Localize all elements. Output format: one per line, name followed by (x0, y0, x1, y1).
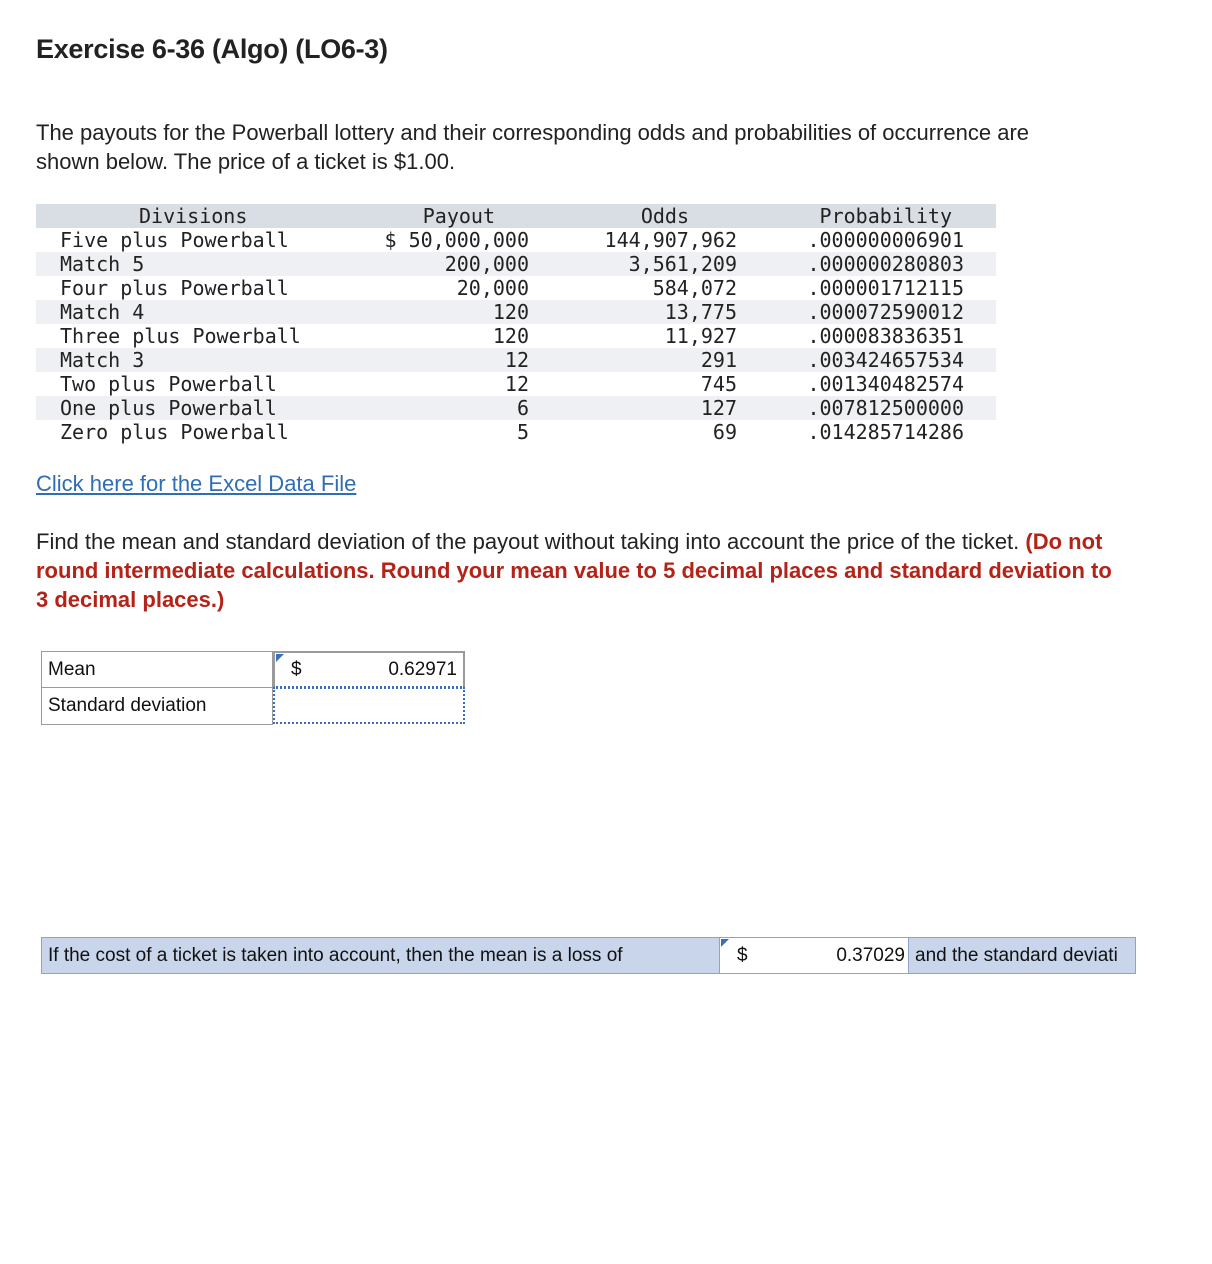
probability-cell: .000083836351 (807, 324, 964, 348)
table-row (36, 420, 996, 444)
ticket-currency: $ (737, 945, 748, 966)
powerball-table (36, 204, 996, 444)
division-cell: Match 4 (60, 300, 145, 324)
payout-cell: 200,000 (444, 252, 529, 276)
odds-cell: 13,775 (664, 300, 737, 324)
mean-currency: $ (291, 659, 302, 680)
division-cell: Four plus Powerball (60, 276, 289, 300)
division-cell: Five plus Powerball (60, 228, 289, 252)
payout-cell: 20,000 (456, 276, 529, 300)
probability-cell: .003424657534 (807, 348, 964, 372)
odds-cell: 144,907,962 (604, 228, 737, 252)
sd-label: Standard deviation (41, 688, 273, 725)
division-cell: One plus Powerball (60, 396, 277, 420)
probability-cell: .001340482574 (807, 372, 964, 396)
odds-cell: 745 (700, 372, 737, 396)
ticket-lead-text: If the cost of a ticket is taken into account, then the mean is a loss of (48, 945, 623, 966)
division-cell: Match 3 (60, 348, 145, 372)
excel-data-link[interactable]: Click here for the Excel Data File (36, 471, 357, 496)
table-row (36, 228, 996, 252)
table-row (36, 372, 996, 396)
intro-text: The payouts for the Powerball lottery and their corresponding odds and probabilities of occurrence are shown below. The price of a ticket is $1.00. (36, 120, 1030, 174)
payout-cell: 5 (516, 420, 529, 444)
answer-flag-icon (721, 939, 729, 947)
payout-cell: 12 (504, 348, 529, 372)
table-row (36, 300, 996, 324)
page-title: Exercise 6-36 (Algo) (LO6-3) (36, 34, 388, 64)
question-text (36, 527, 1126, 614)
payout-cell: 120 (492, 300, 529, 324)
probability-cell: .000001712115 (807, 276, 964, 300)
table-row (36, 396, 996, 420)
mean-input[interactable] (273, 651, 465, 688)
table-row (36, 252, 996, 276)
probability-cell: .000072590012 (807, 300, 964, 324)
payout-cell: $ 50,000,000 (384, 228, 529, 252)
question-body: Find the mean and standard deviation of the payout without taking into account the price of the ticket. (36, 529, 1020, 554)
probability-cell: .007812500000 (807, 396, 964, 420)
table-header-row (36, 204, 996, 228)
mean-label: Mean (41, 651, 273, 688)
payout-cell: 120 (492, 324, 529, 348)
probability-cell: .000000280803 (807, 252, 964, 276)
mean-value: 0.62971 (388, 659, 457, 680)
odds-cell: 291 (700, 348, 737, 372)
division-cell: Two plus Powerball (60, 372, 277, 396)
probability-cell: .014285714286 (807, 420, 964, 444)
header-probability: Probability (819, 204, 952, 228)
division-cell: Match 5 (60, 252, 145, 276)
header-odds: Odds (640, 204, 689, 228)
ticket-loss-value: 0.37029 (836, 945, 905, 966)
table-row (36, 276, 996, 300)
header-divisions: Divisions (139, 204, 248, 228)
table-row (36, 324, 996, 348)
ticket-loss-input[interactable] (719, 937, 909, 974)
division-cell: Zero plus Powerball (60, 420, 289, 444)
payout-cell: 12 (504, 372, 529, 396)
odds-cell: 127 (700, 396, 737, 420)
odds-cell: 11,927 (664, 324, 737, 348)
standard-deviation-input[interactable] (273, 687, 465, 724)
probability-cell: .000000006901 (807, 228, 964, 252)
odds-cell: 584,072 (652, 276, 737, 300)
odds-cell: 3,561,209 (628, 252, 737, 276)
ticket-tail-text: and the standard deviati (915, 945, 1118, 966)
ticket-cost-sentence (41, 937, 1136, 974)
answer-flag-icon (276, 654, 284, 662)
payout-cell: 6 (516, 396, 529, 420)
table-row (36, 348, 996, 372)
rounding-instruction: (Do not round intermediate calculations. Round your mean value to 5 decimal places and standard deviation to 3 decimal places.) (36, 529, 1112, 612)
header-payout: Payout (422, 204, 495, 228)
division-cell: Three plus Powerball (60, 324, 301, 348)
odds-cell: 69 (712, 420, 737, 444)
